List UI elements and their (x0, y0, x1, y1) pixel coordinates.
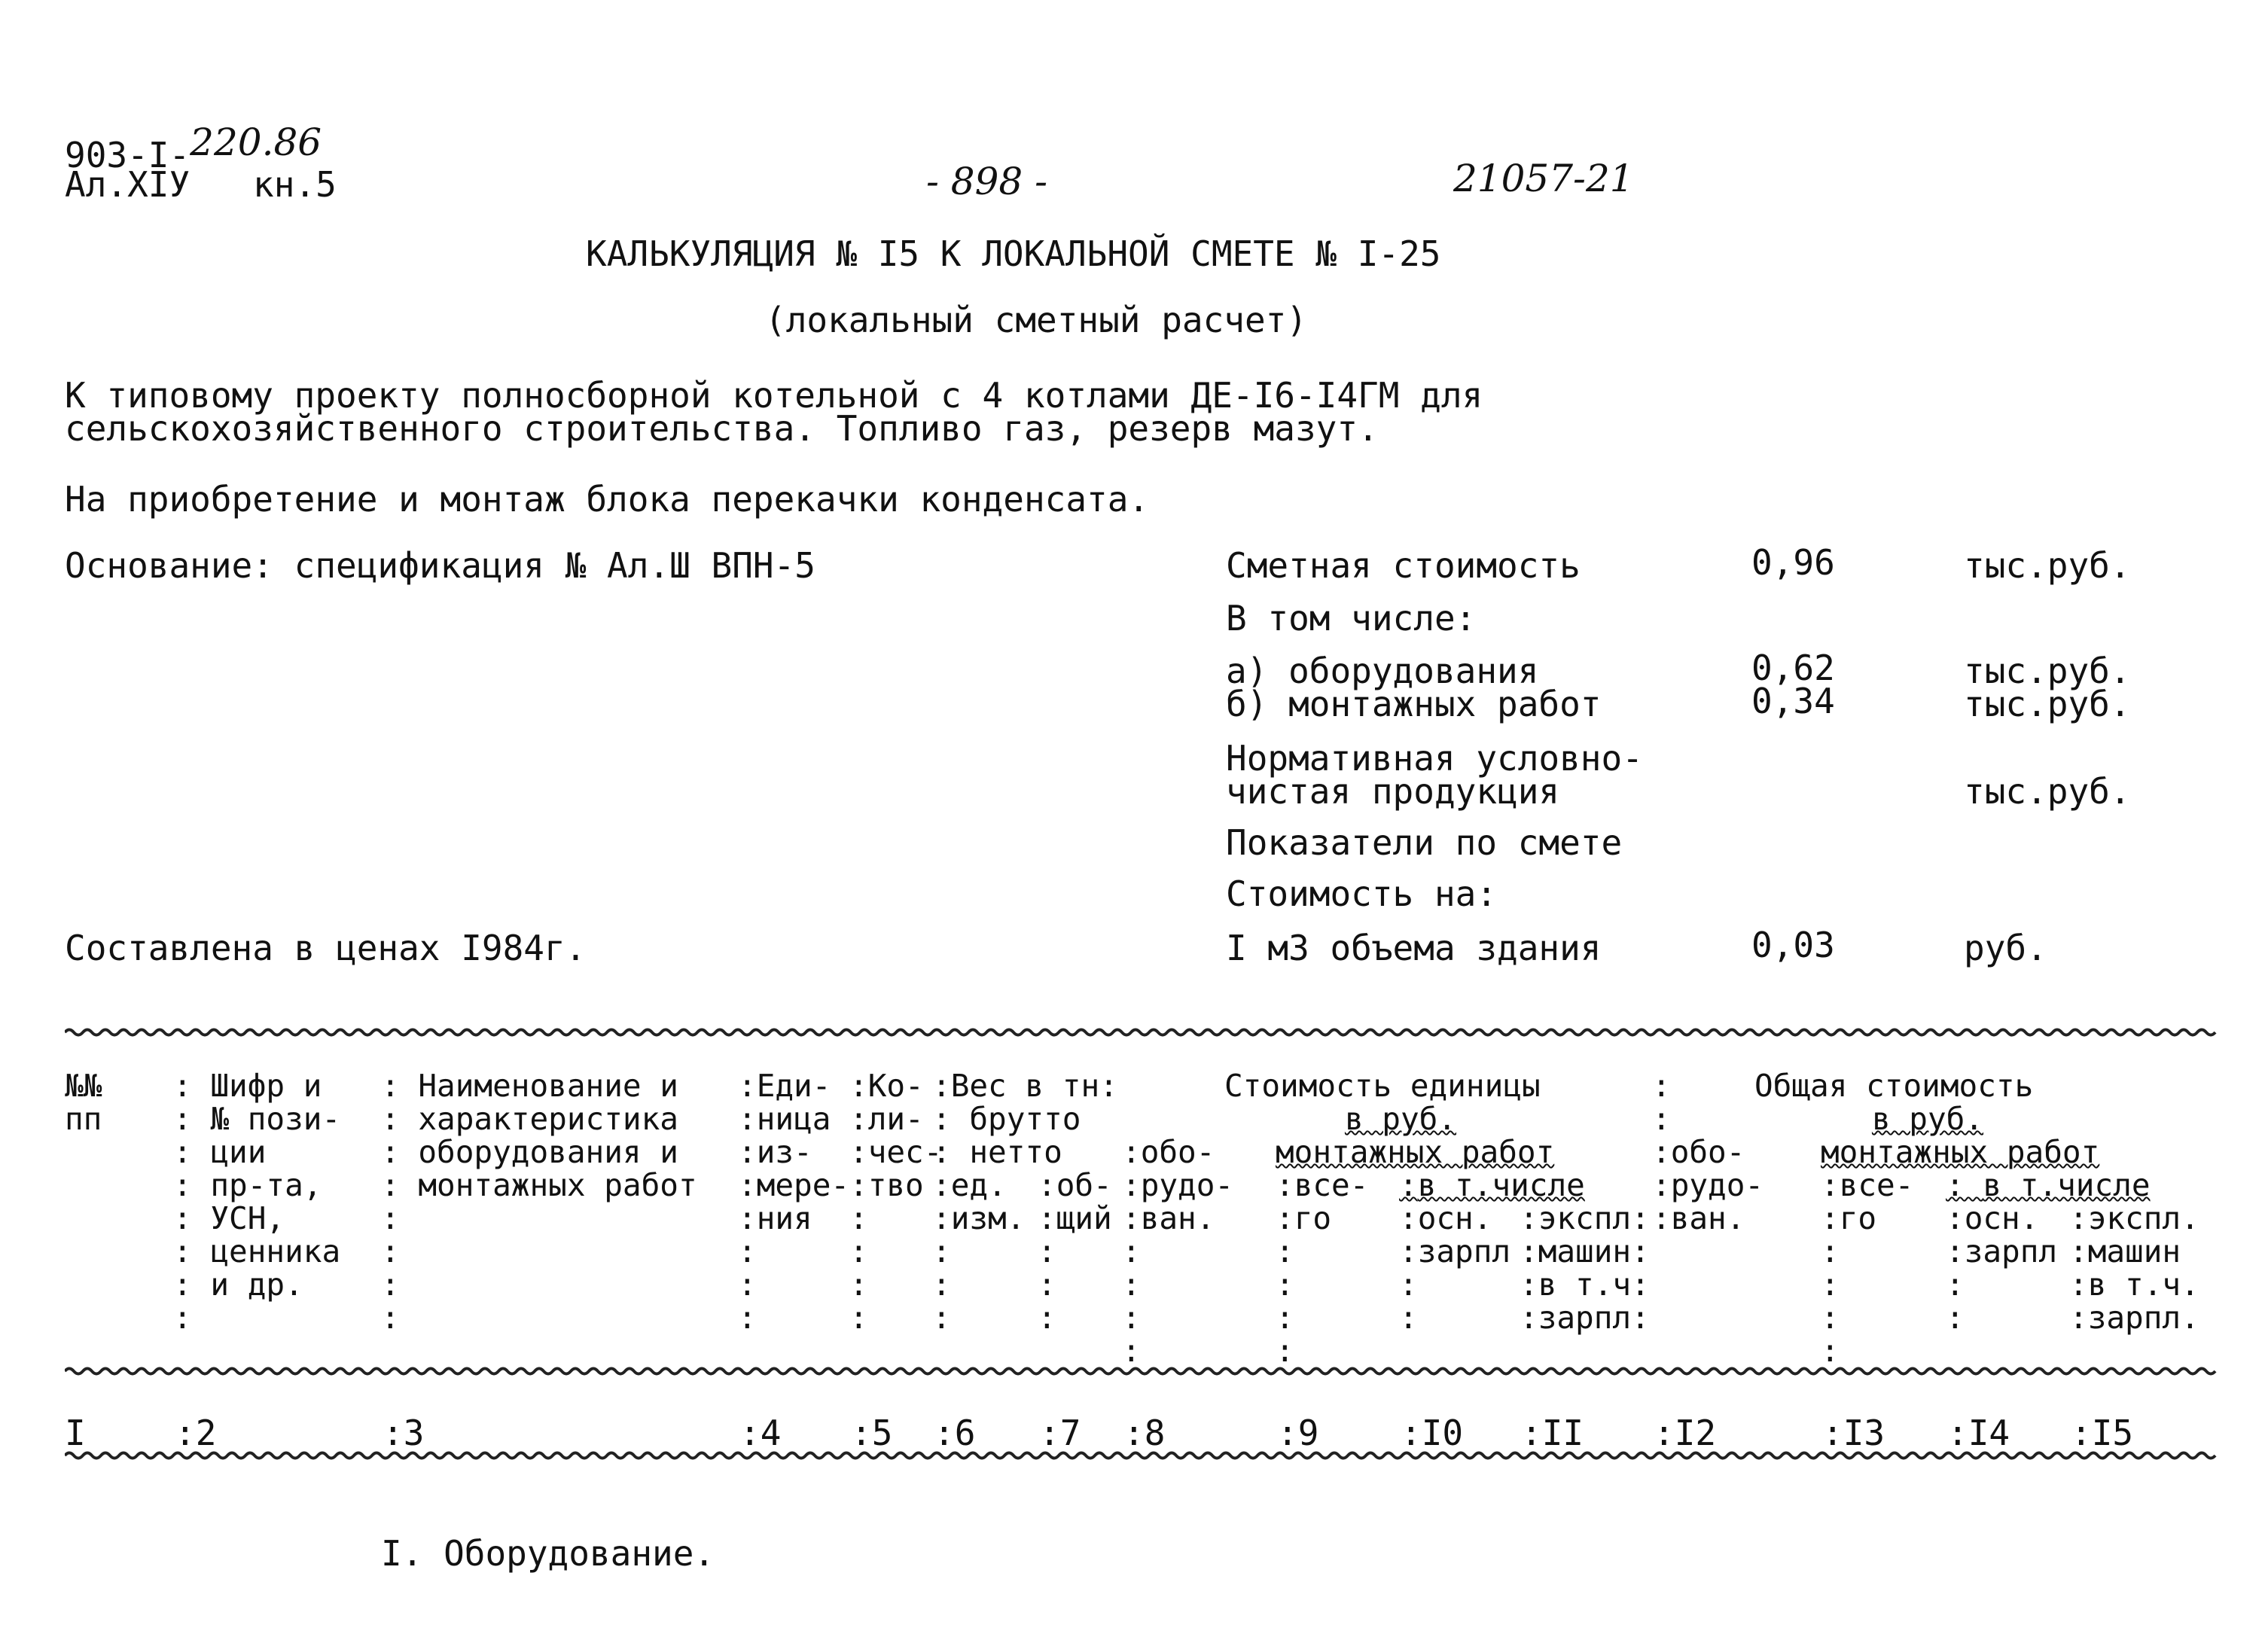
unit-cost-header: Стоимость единицы (1224, 1068, 1541, 1104)
unit-wages-header: :осн. :зарпл : : (1399, 1200, 1511, 1336)
cipher-header: : Шифр и : № пози- : ции : пр-та, : УСН, : ценника : и др. : (173, 1068, 341, 1336)
total-cost-currency: в руб. (1871, 1101, 1984, 1137)
weight-header: :Вес в тн: : брутто : нетто (932, 1068, 1118, 1170)
installation-cost-value: 0,34 (1751, 681, 1835, 721)
column-number: :3 (383, 1413, 425, 1453)
total-cost-header: Общая стоимость (1754, 1068, 2034, 1104)
indicators-label: Показатели по смете (1226, 822, 1623, 863)
equipment-cost-value: 0,62 (1751, 648, 1835, 688)
unit-total-header: :все- :го : : : : (1276, 1167, 1369, 1369)
per-m3-label: I м3 объема здания (1226, 928, 1602, 968)
total-wages-header: :осн. :зарпл : : (1946, 1200, 2058, 1336)
column-number: :2 (175, 1413, 217, 1453)
total-machines-header: :экспл. :машин :в т.ч. :зарпл. (2069, 1200, 2199, 1336)
column-number: :I0 (1401, 1413, 1464, 1453)
total-cost-unit: тыс.руб. (1964, 545, 2131, 586)
weight-unit-header: :ед. :изм. : : : (932, 1167, 1026, 1336)
total-total-header: :все- :го : : : : (1821, 1167, 1914, 1369)
album-label: Ал.XIУ (65, 164, 191, 205)
normative-label-line-1: Нормативная условно- (1226, 738, 1643, 779)
table-top-rule (65, 1026, 2220, 1039)
column-number: I (65, 1413, 86, 1453)
document-code-prefix: 903-I- (65, 135, 191, 175)
column-number: :I3 (1822, 1413, 1885, 1453)
project-description-line-1: К типовому проекту полносборной котельной с 4 котлами ДЕ-I6-I4ГМ для (65, 375, 1483, 416)
column-number: :II (1521, 1413, 1584, 1453)
total-cost-separator: : : (1652, 1068, 1671, 1137)
quantity-header: :Ко- :ли- :чес- :тво : : : : (849, 1068, 943, 1336)
total-cost-value: 0,96 (1751, 542, 1835, 583)
weight-total-header: :об- :щий : : : (1038, 1167, 1112, 1336)
column-number: :7 (1039, 1413, 1081, 1453)
purpose-line: На приобретение и монтаж блока перекачки конденсата. (65, 479, 1150, 520)
document-code-handwritten: 220.86 (190, 120, 322, 164)
column-numbers-rule (65, 1449, 2220, 1462)
column-number: :5 (851, 1413, 893, 1453)
unit-machines-header: :экспл: :машин: :в т.ч: :зарпл: (1520, 1200, 1650, 1336)
column-number: :9 (1277, 1413, 1319, 1453)
unit-equipment-header: :обо- :рудо- :ван. : : : : (1122, 1134, 1234, 1369)
including-label: В том числе: (1226, 598, 1477, 639)
registration-number: 21057-21 (1453, 157, 1634, 200)
column-number: :8 (1123, 1413, 1166, 1453)
column-number: :I4 (1947, 1413, 2010, 1453)
column-number: :6 (934, 1413, 976, 1453)
per-m3-value: 0,03 (1751, 925, 1835, 965)
section-heading: I. Оборудование. (381, 1533, 715, 1574)
per-m3-unit: руб. (1964, 928, 2047, 968)
total-installation-header: монтажных работ (1821, 1134, 2100, 1170)
total-including-header: : в т.числе (1946, 1167, 2151, 1203)
document-title: КАЛЬКУЛЯЦИЯ № I5 К ЛОКАЛЬНОЙ СМЕТЕ № I-25 (586, 233, 1441, 274)
cost-on-label: Стоимость на: (1226, 873, 1498, 914)
normative-label-line-2: чистая продукция (1226, 771, 1560, 812)
normative-unit: тыс.руб. (1964, 771, 2131, 812)
col-num-header-1: №№ (65, 1068, 102, 1104)
col-num-header-2: пп (65, 1101, 102, 1137)
installation-cost-unit: тыс.руб. (1964, 684, 2131, 724)
prices-year-line: Составлена в ценах I984г. (65, 928, 587, 968)
equipment-cost-unit: тыс.руб. (1964, 651, 2131, 691)
page-number: - 898 - (926, 160, 1048, 203)
total-cost-label: Сметная стоимость (1226, 545, 1581, 586)
column-number: :I2 (1654, 1413, 1717, 1453)
name-header: : Наименование и : характеристика : оборудования и : монтажных работ : : : : (381, 1068, 697, 1336)
installation-cost-label: б) монтажных работ (1226, 684, 1602, 724)
document-subtitle: (локальный сметный расчет) (765, 300, 1308, 340)
unit-including-header: :в т.числе (1399, 1167, 1585, 1203)
column-number: :4 (739, 1413, 782, 1453)
unit-header: :Еди- :ница :из- :мере- :ния : : : (738, 1068, 850, 1336)
unit-cost-currency: в руб. (1344, 1101, 1457, 1137)
basis-line: Основание: спецификация № Ал.Ш ВПН-5 (65, 545, 815, 586)
total-equipment-header: :обо- :рудо- :ван. (1652, 1134, 1764, 1236)
equipment-cost-label: а) оборудования (1226, 651, 1539, 691)
table-header-bottom-rule (65, 1364, 2220, 1378)
unit-installation-header: монтажных работ (1276, 1134, 1555, 1170)
column-number: :I5 (2071, 1413, 2134, 1453)
book-label: кн.5 (253, 164, 337, 205)
project-description-line-2: сельскохозяйственного строительства. Топливо газ, резерв мазут. (65, 408, 1379, 449)
